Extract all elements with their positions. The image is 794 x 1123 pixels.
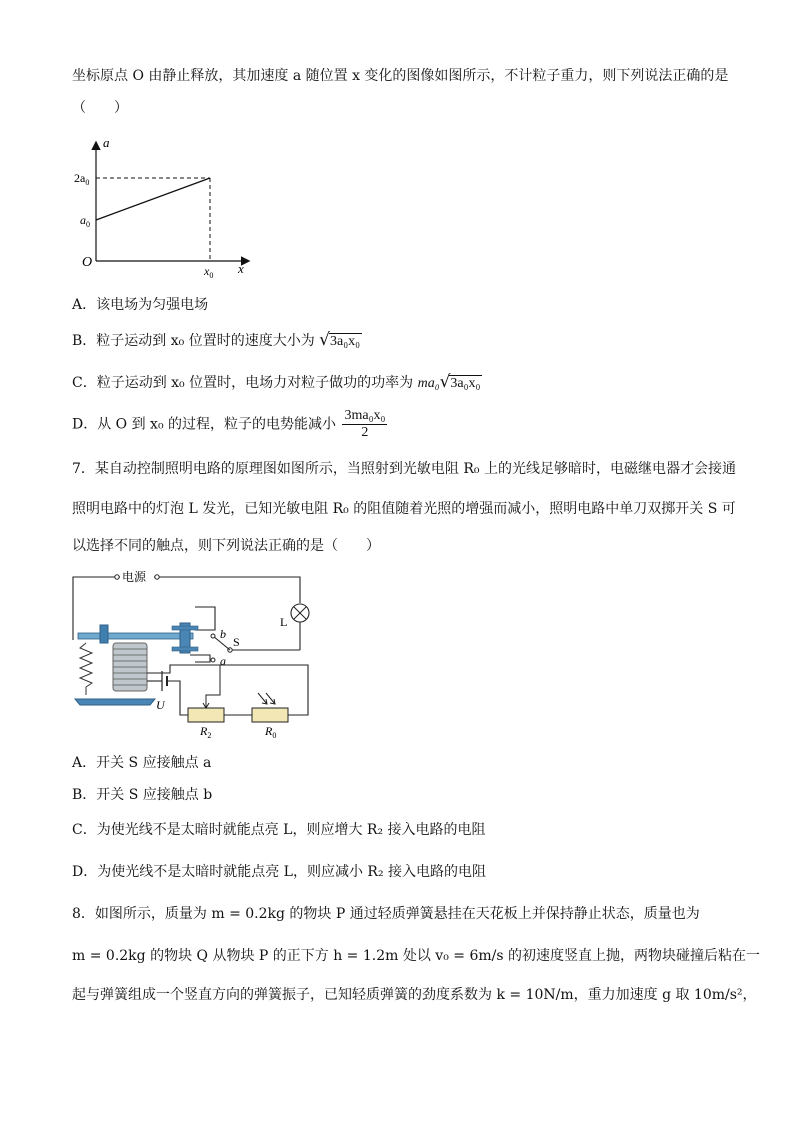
q6-option-b-root: 3a₀x₀	[330, 334, 360, 349]
q7-option-b: B．开关 S 应接触点 b	[72, 787, 213, 803]
q7-circuit-diagram	[70, 565, 315, 740]
q7-option-d: D．为使光线不是太暗时就能点亮 L，则应减小 R₂ 接入电路的电阻	[72, 864, 487, 880]
q6-option-c: C．粒子运动到 x₀ 位置时，电场力对粒子做功的功率为 ma₀√3a₀x₀	[72, 372, 481, 392]
a-axis-label: a	[103, 135, 110, 150]
r0-label: R	[265, 724, 273, 738]
q6-option-d-denominator: 2	[361, 425, 369, 440]
q7-line3: 以选择不同的触点，则下列说法正确的是（ ）	[72, 538, 380, 554]
q6-option-b-text: B．粒子运动到 x₀ 位置时的速度大小为	[72, 333, 315, 349]
svg-text:2a0	[74, 171, 89, 187]
contact-b	[211, 634, 215, 638]
contact-b-label: b	[220, 627, 226, 641]
q8-line3: 起与弹簧组成一个竖直方向的弹簧振子，已知轻质弹簧的劲度系数为 k = 10N/m，重力加速度 g 取 10m/s²，	[72, 987, 757, 1003]
tick-2a0-sub: 0	[85, 178, 90, 187]
svg-text:a0	[80, 213, 90, 229]
photoresistor-r0	[252, 708, 288, 722]
q6-option-c-coef: ma₀	[417, 376, 440, 391]
q6-option-a: A．该电场为匀强电场	[72, 297, 209, 313]
rheostat-r2	[188, 708, 224, 722]
q6-option-d-text: D．从 O 到 x₀ 的过程，粒子的电势能减小	[72, 416, 337, 433]
acceleration-line	[96, 178, 210, 220]
armature-bar	[78, 633, 193, 639]
lamp-label: L	[280, 615, 288, 629]
power-terminal-left	[115, 575, 119, 579]
power-wire	[73, 577, 300, 613]
svg-text:x0	[203, 264, 213, 280]
q6-option-b: B．粒子运动到 x₀ 位置时的速度大小为 √3a₀x₀	[72, 330, 360, 350]
origin-label: O	[82, 255, 93, 270]
tick-2a0: 2a	[74, 171, 86, 185]
q6-option-d	[72, 408, 389, 441]
base-plate	[75, 699, 155, 705]
q6-a-x-graph	[70, 135, 260, 280]
tick-x0: x	[204, 264, 210, 278]
contact-a-label: a	[220, 654, 226, 668]
tick-a0: a	[80, 213, 86, 227]
r0-label-sub: 0	[272, 731, 277, 740]
power-terminal-right	[155, 575, 159, 579]
tick-a0-sub: 0	[86, 220, 90, 229]
switch-label: S	[233, 635, 240, 649]
contact-a	[211, 658, 215, 662]
power-label: 电源	[122, 570, 147, 584]
spring-icon	[80, 643, 92, 687]
q6-option-c-root: 3a₀x₀	[450, 376, 481, 391]
q6-intro-line2: （ ）	[72, 100, 128, 116]
svg-text:R0	[264, 724, 276, 740]
r2-label-sub: 2	[207, 731, 212, 740]
q6-intro-line1: 坐标原点 O 由静止释放，其加速度 a 随位置 x 变化的图像如图所示，不计粒子重力，则下列说法正确的是	[72, 68, 729, 84]
battery-label: U	[156, 698, 165, 712]
r2-label: R	[200, 724, 208, 738]
q6-option-d-numerator: 3ma₀x₀	[344, 408, 386, 423]
x-axis-label: x	[238, 261, 244, 276]
light-arrows-icon	[258, 693, 275, 704]
q7-option-a: A．开关 S 应接触点 a	[72, 755, 212, 771]
tick-x0-sub: 0	[209, 271, 214, 280]
q8-line2: m = 0.2kg 的物块 Q 从物块 P 的正下方 h = 1.2m 处以 v₀ = 6m/s 的初速度竖直上抛，两物块碰撞后粘在一	[72, 948, 760, 964]
q7-line1: 7．某自动控制照明电路的原理图如图所示，当照射到光敏电阻 R₀ 上的光线足够暗时，电磁继电器才会接通	[72, 461, 736, 477]
svg-text:R2	[199, 724, 211, 740]
q7-line2: 照明电路中的灯泡 L 发光，已知光敏电阻 R₀ 的阻值随着光照的增强而减小，照明电路中单刀双掷开关 S 可	[72, 501, 736, 517]
q7-option-c: C．为使光线不是太暗时就能点亮 L，则应增大 R₂ 接入电路的电阻	[72, 822, 486, 838]
q8-line1: 8．如图所示，质量为 m = 0.2kg 的物块 P 通过轻质弹簧悬挂在天花板上并保持静止状态，质量也为	[72, 906, 700, 922]
q6-option-c-text: C．粒子运动到 x₀ 位置时，电场力对粒子做功的功率为	[72, 375, 414, 391]
